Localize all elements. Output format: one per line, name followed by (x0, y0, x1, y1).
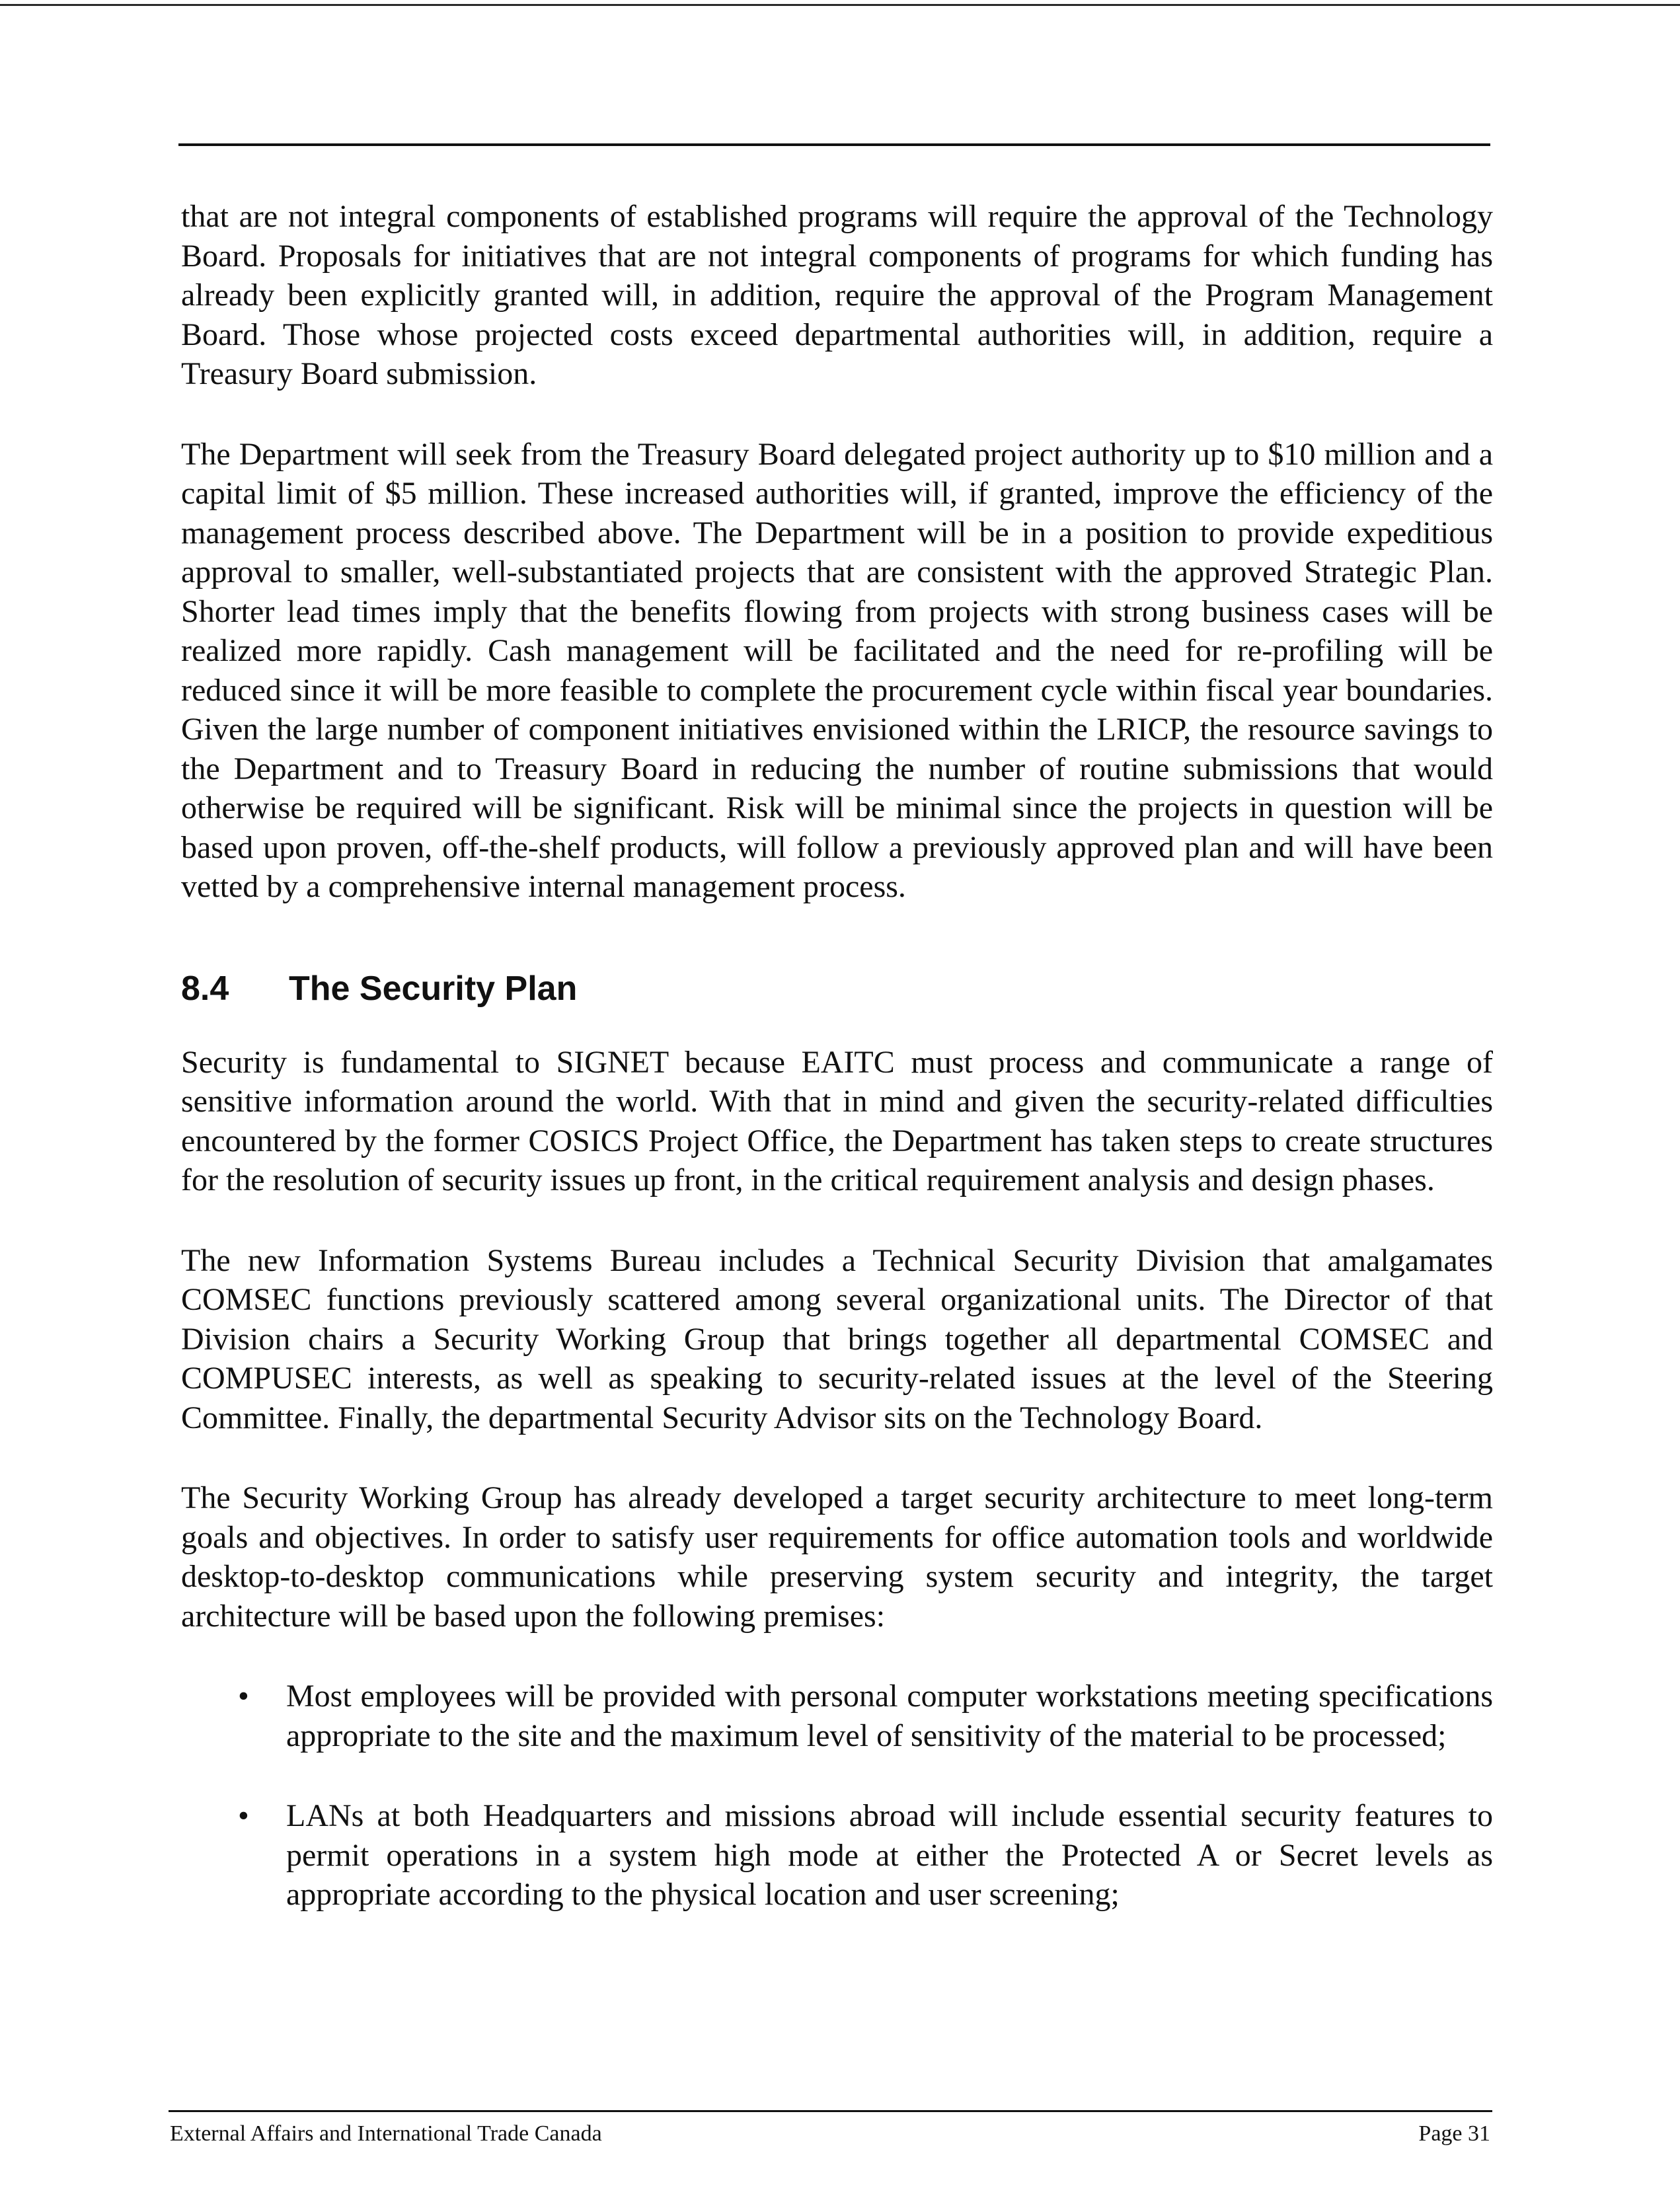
paragraph-approvals: that are not integral components of established programs will require the approval of the Technology Board. Proposals for initiatives that are not integral components of programs for which funding has already been explicitly granted will, in addition, require the approval of the Program Management Board. Those whose projected costs exceed departmental authorities will, in addition, require a Treasury Board submission. (181, 199, 1493, 391)
page-number: Page 31 (1418, 2121, 1490, 2146)
bullet-icon: • (238, 1798, 249, 1833)
header-rule (178, 143, 1490, 146)
paragraph-security-bureau: The new Information Systems Bureau includes a Technical Security Division that amalgamates COMSEC functions previously scattered among several organizational units. The Director of that Division chairs a Security Working Group that brings together all departmental COMSEC and COMPUSEC interests, as well as speaking to security-related issues at the level of the Steering Committee. Finally, the departmental Security Advisor sits on the Technology Board. (181, 1242, 1493, 1435)
section-title: The Security Plan (289, 969, 578, 1008)
bullet-icon: • (238, 1679, 249, 1714)
list-item (181, 1796, 1493, 1915)
paragraph-delegated-authority: The Department will seek from the Treasury Board delegated project authority up to $10 million and a capital limit of $5 million. These increased authorities will, if granted, improve the efficiency of the management process described above. The Department will be in a position to provide expeditious approval to smaller, well-substantiated projects that are consistent with the approved Strategic Plan. Shorter lead times imply that the benefits flowing from projects with strong business cases will be realized more rapidly. Cash management will be facilitated and the need for re-profiling will be reduced since it will be more feasible to complete the procurement cycle within fiscal year boundaries. Given the large number of component initiatives envisioned within the LRICP, the resource savings to the Department and to Treasury Board in reducing the number of routine submissions that would otherwise be required will be significant. Risk will be minimal since the projects in question will be based upon proven, off-the-shelf products, will follow a previously approved plan and will have been vetted by a comprehensive internal management process. (181, 436, 1493, 904)
premises-list (181, 1677, 1493, 1915)
footer-organization: External Affairs and International Trade Canada (170, 2121, 602, 2146)
footer-rule (169, 2110, 1492, 2112)
paragraph-security-architecture: The Security Working Group has already developed a target security architecture to meet long-term goals and objectives. In order to satisfy user requirements for office automation tools and worldwide desktop-to-desktop communications while preserving system security and integrity, the target architecture will be based upon the following premises: (181, 1480, 1493, 1634)
page-body (181, 197, 1493, 1955)
scan-edge-line (0, 4, 1680, 6)
list-item-text: Most employees will be provided with personal computer workstations meeting specifications appropriate to the site and the maximum level of sensitivity of the material to be processed; (286, 1679, 1493, 1753)
paragraph-security-fundamental: Security is fundamental to SIGNET because EAITC must process and communicate a range of sensitive information around the world. With that in mind and given the security-related difficulties encountered by the former COSICS Project Office, the Department has taken steps to create structures for the resolution of security issues up front, in the critical requirement analysis and design phases. (181, 1044, 1493, 1197)
list-item (181, 1677, 1493, 1755)
list-item-text: LANs at both Headquarters and missions abroad will include essential security features to permit operations in a system high mode at either the Protected A or Secret levels as appropriate according to the physical location and user screening; (286, 1798, 1493, 1912)
section-number: 8.4 (181, 969, 229, 1008)
section-heading (181, 967, 1493, 1010)
